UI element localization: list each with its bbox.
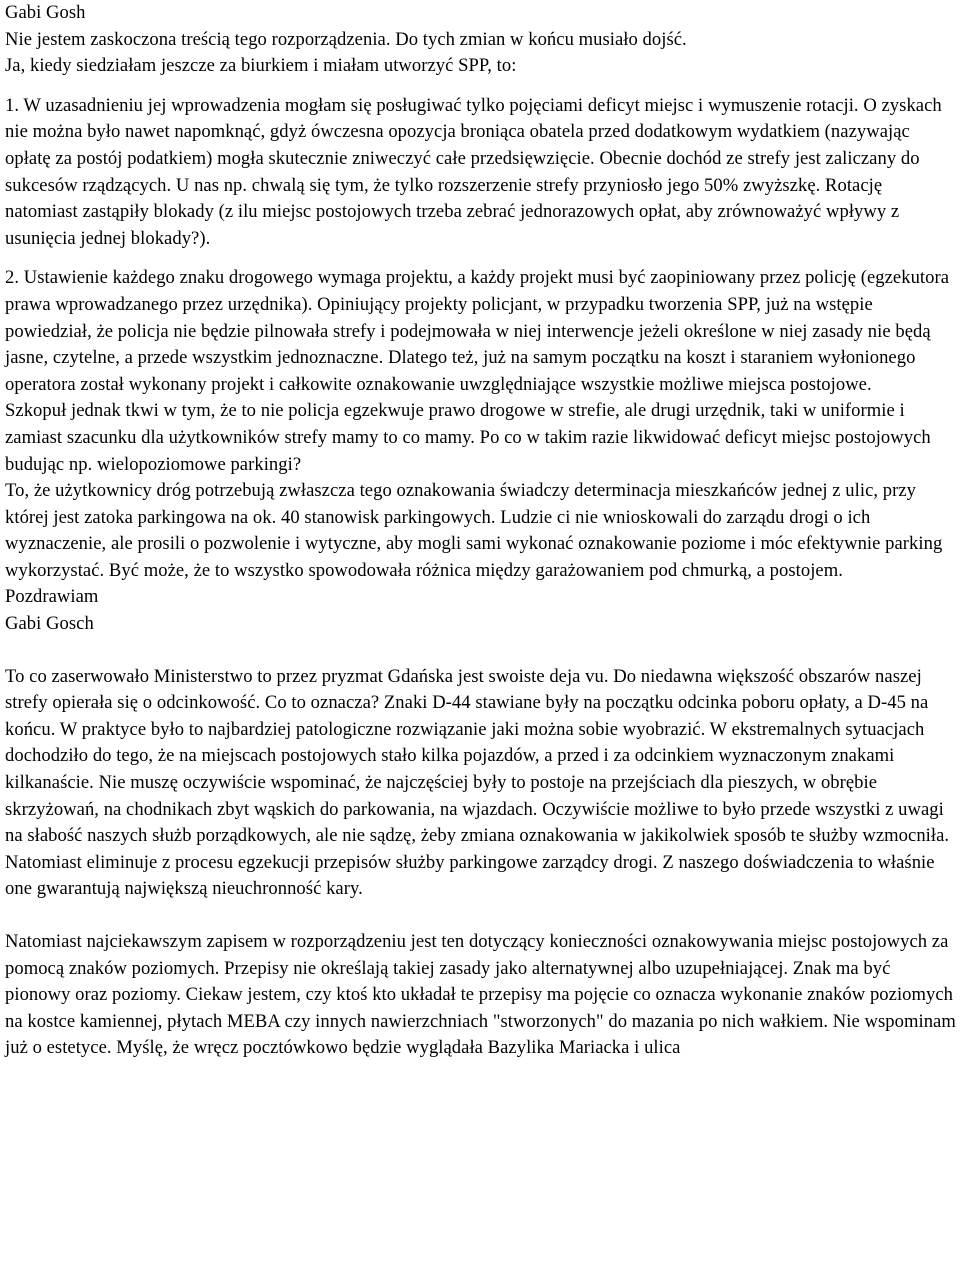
spacer (5, 252, 957, 265)
natomiast-paragraph: Natomiast najciekawszym zapisem w rozporządzeniu jest ten dotyczący konieczności oznakowywania miejsc postojowych za pomocą znaków poziomych. Przepisy nie określają takiej zasady jako alternatywnej albo uzupełniającej. Znak ma być pionowy oraz poziomy. Ciekaw jestem, czy ktoś kto układał te przepisy ma pojęcie co oznacza wykonanie znaków poziomych na kostce kamiennej, płytach MEBA czy innych nawierzchniach "stworzonych" do mazania po nich wałkiem. Nie wspominam już o estetyce. Myślę, że wręcz pocztówkowo będzie wyglądała Bazylika Mariacka i ulica (5, 931, 956, 1059)
intro-line-1: Nie jestem zaskoczona treścią tego rozporządzenia. Do tych zmian w końcu musiało dojść. (5, 28, 687, 50)
uzytkownicy-paragraph: To, że użytkownicy dróg potrzebują zwłaszcza tego oznakowania świadczy determinacja mieszkańców jednej z ulic, przy której jest zatoka parkingowa na ok. 40 stanowisk parkingowych. Ludzie ci nie wnioskowali do zarządu drogi o ich wyznaczenie, ale prosili o pozwolenie i wytyczne, aby mogli sami wykonać oznakowanie poziome i móc efektywnie parking wykorzystać. Być może, że to wszystko spowodowała różnica między garażowaniem pod chmurką, a postojem. (5, 480, 943, 581)
spacer (5, 903, 957, 929)
spacer (5, 638, 957, 664)
point-2-paragraph: 2. Ustawienie każdego znaku drogowego wymaga projektu, a każdy projekt musi być zaopiniowany przez policję (egzekutora prawa wprowadzanego przez urzędnika). Opiniujący projekty policjant, w przypadku tworzenia SPP, już na wstępie powiedział, że policja nie będzie pilnowała strefy i podejmowała w niej interwencje jeżeli określone w niej zasady nie będą jasne, czytelne, a przede wszystkim jednoznaczne. Dlatego też, już na samym początku na koszt i staraniem wyłonionego operatora został wykonany projekt i całkowite oznakowanie uwzględniające wszystkie możliwe miejsca postojowe. (5, 267, 950, 395)
point-1-paragraph: 1. W uzasadnieniu jej wprowadzenia mogłam się posługiwać tylko pojęciami deficyt miejsc i wymuszenie rotacji. O zyskach nie można było nawet napomknąć, gdyż ówczesna opozycja broniąca obatela przed dodatkowym wydatkiem (nazywając opłatę za postój podatkiem) mogła skutecznie zniweczyć całe przedsięwzięcie. Obecnie dochód ze strefy jest zaliczany do sukcesów rządzących. U nas np. chwalą się tym, że tylko rozszerzenie strefy przyniosło jego 50% zwyższkę. Rotację natomiast zastąpiły blokady (z ilu miejsc postojowych trzeba zebrać jednorazowych opłat, aby zrównoważyć wpływy z usunięcia jednej blokady?). (5, 94, 942, 249)
ministerstwo-paragraph: To co zaserwowało Ministerstwo to przez pryzmat Gdańska jest swoiste deja vu. Do niedawna większość obszarów naszej strefy opierała się o odcinkowość. Co to oznacza? Znaki D-44 stawiane były na początku odcinka poboru opłaty, a D-45 na końcu. W praktyce było to najbardziej patologiczne rozwiązanie jaki można sobie wyobrazić. W ekstremalnych sytuacjach dochodziło do tego, że na miejscach postojowych stało kilka pojazdów, a przed i za odcinkiem wyznaczonym znakami kilkanaście. Nie muszę oczywiście wspominać, że najczęściej były to postoje na przejściach dla pieszych, w obrębie skrzyżowań, na chodnikach zbyt wąskich do parkowania, na wjazdach. Oczywiście możliwe to było przede wszystki z uwagi na słabość naszych służb porządkowych, ale nie sądzę, żeby zmiana oznakowania w jakikolwiek sposób te służby wzmocniła. Natomiast eliminuje z procesu egzekucji przepisów służby parkingowe zarządcy drogi. Z naszego doświadczenia to właśnie one gwarantują największą nieuchronność kary. (5, 665, 950, 900)
author-header: Gabi Gosh (5, 2, 86, 23)
spacer (5, 80, 957, 93)
szkopul-paragraph: Szkopuł jednak tkwi w tym, że to nie policja egzekwuje prawo drogowe w strefie, ale drugi urzędnik, taki w uniformie i zamiast szacunku dla użytkowników strefy mamy to co mamy. Po co w takim razie likwidować deficyt miejsc postojowych budując np. wielopoziomowe parkingi? (5, 400, 931, 475)
signature: Gabi Gosch (5, 613, 94, 635)
document-page (5, 0, 957, 1062)
intro-line-2: Ja, kiedy siedziałam jeszcze za biurkiem i miałam utworzyć SPP, to: (5, 55, 517, 77)
closing-greeting: Pozdrawiam (5, 586, 99, 608)
